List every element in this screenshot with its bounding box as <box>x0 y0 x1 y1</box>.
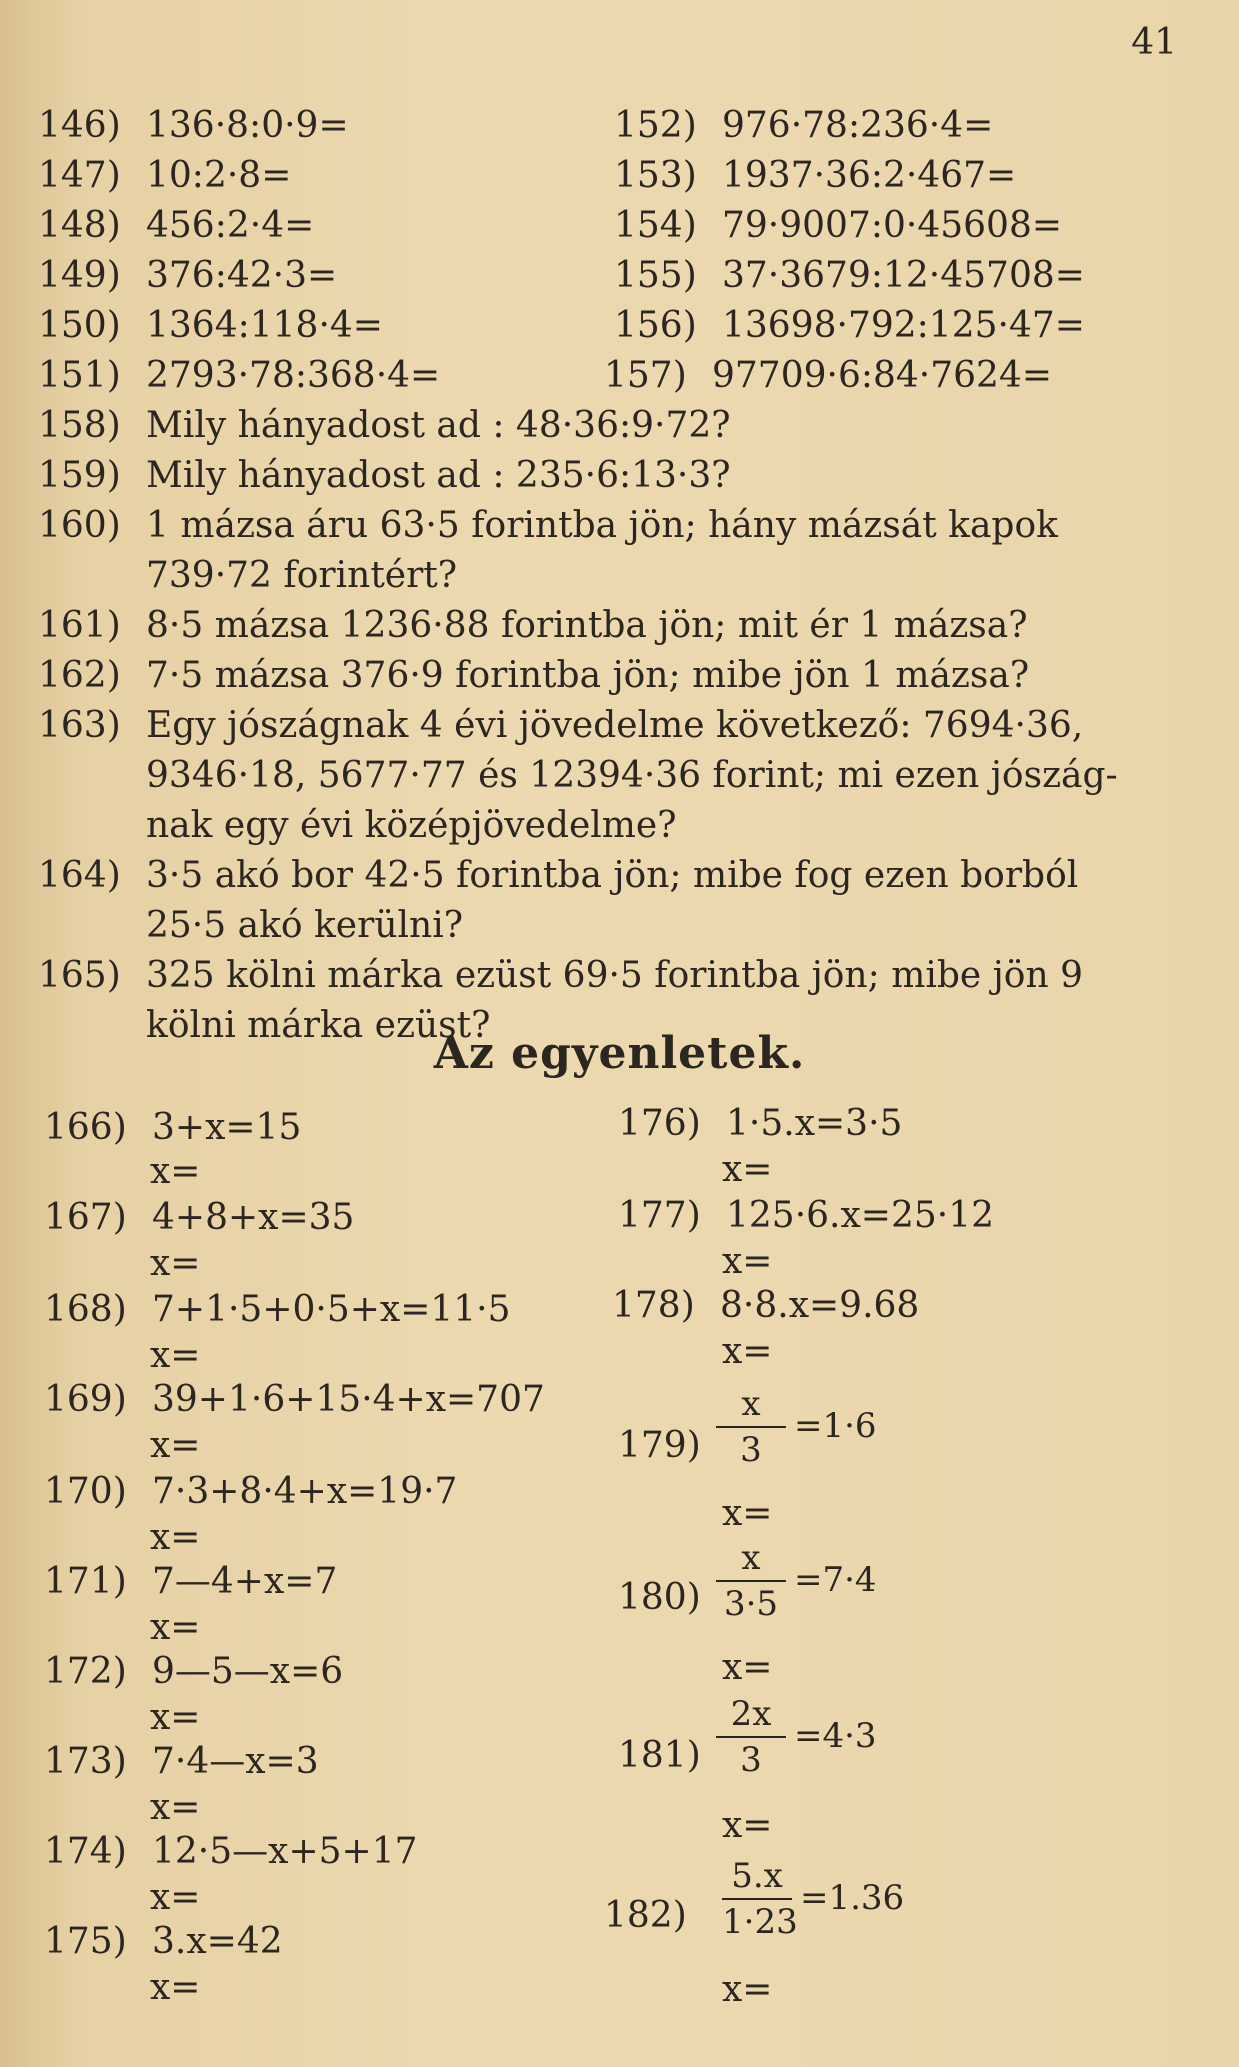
answer-line: x= <box>150 1697 201 1738</box>
page-number: 41 <box>1131 22 1177 63</box>
word-problem-165-line-2: kölni márka ezüst? <box>146 1005 491 1046</box>
word-problem-165: 165) 325 kölni márka ezüst 69·5 forintba jön; mibe jön 9 <box>38 955 1084 996</box>
equation-174: 174) 12·5—x+5+17 <box>44 1831 418 1872</box>
answer-line: x= <box>722 1805 773 1846</box>
equation-179-label: 179) <box>618 1425 701 1466</box>
problem-150: 150) 1364:118·4= <box>38 305 383 346</box>
problem-153: 153) 1937·36:2·467= <box>614 155 1017 196</box>
problem-157: 157) 97709·6:84·7624= <box>604 355 1053 396</box>
answer-line: x= <box>722 1149 773 1190</box>
equation-172: 172) 9—5—x=6 <box>44 1651 344 1692</box>
answer-line: x= <box>150 1517 201 1558</box>
problem-154: 154) 79·9007:0·45608= <box>614 205 1063 246</box>
word-problem-160: 160) 1 mázsa áru 63·5 forintba jön; hány mázsát kapok <box>38 505 1058 546</box>
equation-169: 169) 39+1·6+15·4+x=707 <box>44 1379 545 1420</box>
word-problem-164-line-2: 25·5 akó kerülni? <box>146 905 464 946</box>
equation-167: 167) 4+8+x=35 <box>44 1197 355 1238</box>
problem-147: 147) 10:2·8= <box>38 155 292 196</box>
word-problem-161: 161) 8·5 mázsa 1236·88 forintba jön; mit ér 1 mázsa? <box>38 605 1028 646</box>
answer-line: x= <box>150 1243 201 1284</box>
equation-176: 176) 1·5.x=3·5 <box>618 1103 903 1144</box>
book-page: 41 146) 136·8:0·9= 152) 976·78:236·4= 147) 10:2·8= 153) 1937·36:2·467= 148) 456:2·4= 154) 79·9007:0·45608= 149) 376:42·3= 155) 37·3679:12·45708= 150) 1364:118·4= 156) 13698·792:125·47= 151) 2793·78:368·4= 157) 97709·6:84·7624= 158) Mily hányadost ad : 48·36:9·72? 159) Mily hányadost ad : 235·6:13·3? 160) 1 mázsa áru 63·5 forintba jön; hány mázsát kapok 739·72 forintért? 161) 8·5 mázsa 1236·88 forintba jön; mit ér 1 mázsa? 162) 7·5 mázsa 376·9 forintba jön; mibe jön 1 mázsa? 163) Egy jószágnak 4 évi jövedelme következő: 7694·36, 9346·18, 5677·77 és 12394·36 forint; mi ezen jószág- nak egy évi középjövedelme? 164) 3·5 akó bor 42·5 forintba jön; mibe fog ezen borból 25·5 akó kerülni? 165) 325 kölni márka ezüst 69·5 forintba jön; mibe jön 9 kölni márka ezüst? Az egyenletek. 166) 3+x=15 x= 167) 4+8+x=35 x= 168) 7+1·5+0·5+x=11·5 x= 169) 39+1·6+15·4+x=707 x= 170) 7·3+8·4+x=19·7 x= 171) 7—4+x=7 x= 172) 9—5—x=6 x= 173) 7·4—x=3 x= 174) 12·5—x+5+17 x= 175) 3.x=42 x= 176) 1·5.x=3·5 x= 177) 125·6.x=25·12 x= 178) 8·8.x=9.68 x= 179) x 3 =1·6 x= 180) x 3·5 =7·4 x= 181) 2x 3 =4·3 x= 182) 5.x 1·23 =1.36 x= <box>0 0 1239 2067</box>
equation-182-label: 182) <box>604 1895 687 1936</box>
equation-178: 178) 8·8.x=9.68 <box>612 1285 920 1326</box>
problem-151: 151) 2793·78:368·4= <box>38 355 441 396</box>
equation-180-label: 180) <box>618 1577 701 1618</box>
word-problem-163-line-2: 9346·18, 5677·77 és 12394·36 forint; mi ezen jószág- <box>146 755 1118 796</box>
answer-line: x= <box>150 1877 201 1918</box>
problem-155: 155) 37·3679:12·45708= <box>614 255 1085 296</box>
answer-line: x= <box>722 1331 773 1372</box>
answer-line: x= <box>150 1425 201 1466</box>
equation-171: 171) 7—4+x=7 <box>44 1561 338 1602</box>
equation-175: 175) 3.x=42 <box>44 1921 283 1962</box>
equation-170: 170) 7·3+8·4+x=19·7 <box>44 1471 458 1512</box>
answer-line: x= <box>150 1787 201 1828</box>
equation-166: 166) 3+x=15 <box>44 1107 302 1148</box>
answer-line: x= <box>150 1967 201 2008</box>
answer-line: x= <box>722 1493 773 1534</box>
word-problem-159: 159) Mily hányadost ad : 235·6:13·3? <box>38 455 731 496</box>
answer-line: x= <box>150 1607 201 1648</box>
problem-148: 148) 456:2·4= <box>38 205 315 246</box>
problem-156: 156) 13698·792:125·47= <box>614 305 1085 346</box>
word-problem-163-line-3: nak egy évi középjövedelme? <box>146 805 677 846</box>
answer-line: x= <box>150 1335 201 1376</box>
answer-line: x= <box>722 1241 773 1282</box>
word-problem-164: 164) 3·5 akó bor 42·5 forintba jön; mibe fog ezen borból <box>38 855 1079 896</box>
answer-line: x= <box>722 1647 773 1688</box>
word-problem-158: 158) Mily hányadost ad : 48·36:9·72? <box>38 405 731 446</box>
word-problem-162: 162) 7·5 mázsa 376·9 forintba jön; mibe jön 1 mázsa? <box>38 655 1030 696</box>
section-heading: Az egyenletek. <box>433 1028 806 1079</box>
equation-173: 173) 7·4—x=3 <box>44 1741 319 1782</box>
equation-181-label: 181) <box>618 1735 701 1776</box>
equation-177: 177) 125·6.x=25·12 <box>618 1195 995 1236</box>
answer-line: x= <box>150 1151 201 1192</box>
problem-146: 146) 136·8:0·9= <box>38 105 349 146</box>
word-problem-160-line-2: 739·72 forintért? <box>146 555 458 596</box>
problem-152: 152) 976·78:236·4= <box>614 105 994 146</box>
equation-168: 168) 7+1·5+0·5+x=11·5 <box>44 1289 511 1330</box>
problem-149: 149) 376:42·3= <box>38 255 338 296</box>
word-problem-163: 163) Egy jószágnak 4 évi jövedelme következő: 7694·36, <box>38 705 1084 746</box>
answer-line: x= <box>722 1969 773 2010</box>
